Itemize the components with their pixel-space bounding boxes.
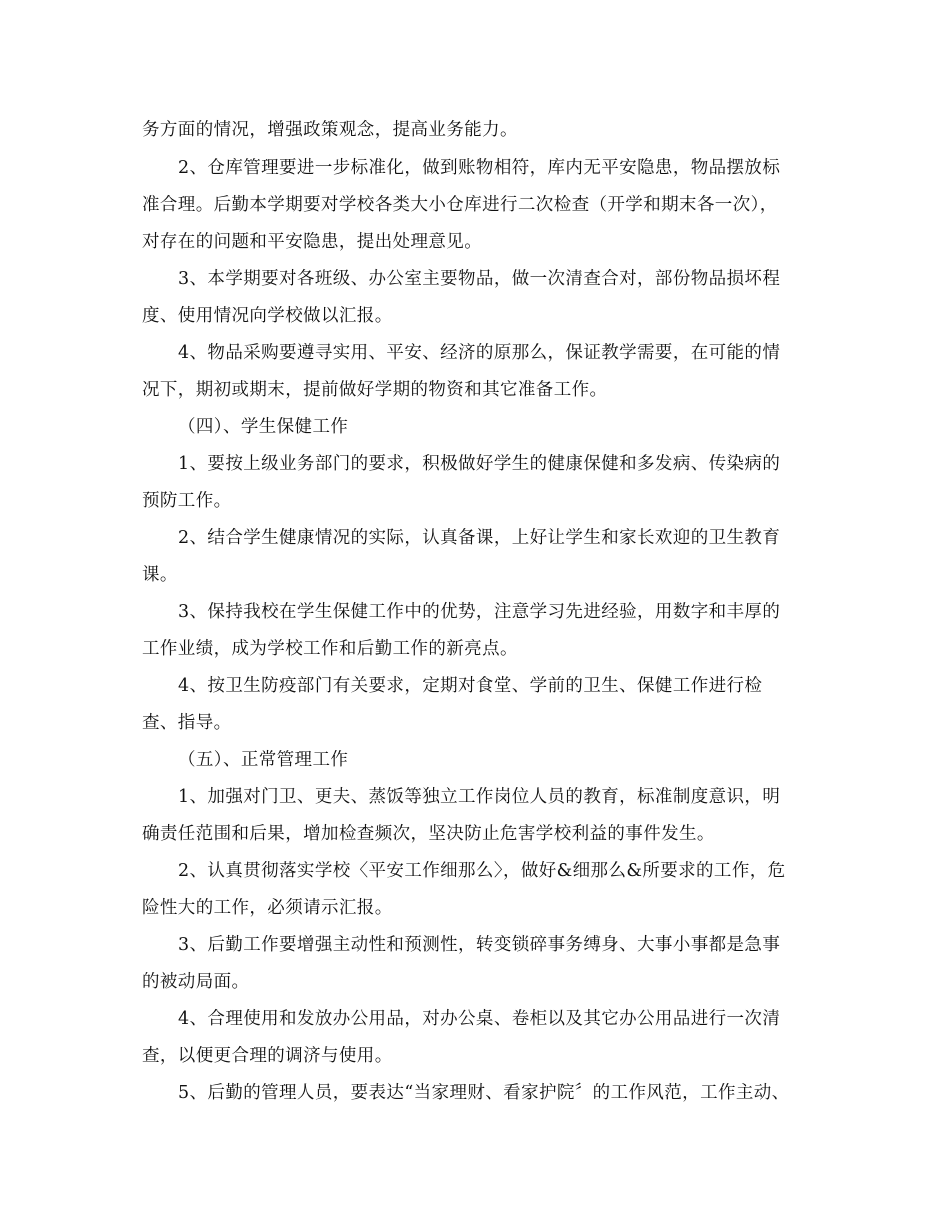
- text-line: 3、保持我校在学生保健工作中的优势，注意学习先进经验，用数字和丰厚的: [178, 602, 781, 622]
- text-line: 4、物品采购要遵寻实用、平安、经济的原那么，保证教学需要，在可能的情: [178, 343, 781, 363]
- text-line: 2、认真贯彻落实学校〈平安工作细那么〉，做好&细那么&所要求的工作，危: [178, 861, 786, 881]
- text-line: 查、指导。: [142, 713, 232, 733]
- text-line: 准合理。后勤本学期要对学校各类大小仓库进行二次检查（开学和期末各一次），: [142, 195, 778, 215]
- text-line: 度、使用情况向学校做以汇报。: [142, 306, 393, 326]
- text-line: 工作业绩，成为学校工作和后勤工作的新亮点。: [142, 639, 518, 659]
- text-line: 4、合理使用和发放办公用品，对办公桌、卷柜以及其它办公用品进行一次清: [178, 1009, 781, 1029]
- text-line: 对存在的问题和平安隐患，提出处理意见。: [142, 232, 483, 252]
- text-line: 查，以便更合理的调济与使用。: [142, 1046, 393, 1066]
- text-line: 3、后勤工作要增强主动性和预测性，转变锁碎事务缚身、大事小事都是急事: [178, 935, 781, 955]
- text-line: 务方面的情况，增强政策观念，提高业务能力。: [142, 120, 518, 140]
- text-line: 3、本学期要对各班级、办公室主要物品，做一次清查合对，部份物品损坏程: [178, 269, 781, 289]
- text-line: 4、按卫生防疫部门有关要求，定期对食堂、学前的卫生、保健工作进行检: [178, 676, 763, 696]
- section-heading: （五）、正常管理工作: [178, 750, 349, 770]
- text-line: 1、加强对门卫、更夫、蒸饭等独立工作岗位人员的教育，标准制度意识，明: [178, 787, 781, 807]
- text-line: 确责任范围和后果，增加检查频次，坚决防止危害学校利益的事件发生。: [142, 824, 715, 844]
- text-line: 预防工作。: [142, 491, 232, 511]
- text-line: 1、要按上级业务部门的要求，积极做好学生的健康保健和多发病、传染病的: [178, 454, 781, 474]
- text-line: 险性大的工作，必须请示汇报。: [142, 898, 393, 918]
- text-line: 况下，期初或期末，提前做好学期的物资和其它准备工作。: [142, 380, 608, 400]
- text-line: 的被动局面。: [142, 972, 250, 992]
- section-heading: （四）、学生保健工作: [178, 417, 349, 437]
- text-line: 课。: [142, 565, 178, 585]
- text-line: 5、后勤的管理人员，要表达“当家理财、看家护院〞的工作风范，工作主动、: [178, 1083, 790, 1103]
- text-line: 2、结合学生健康情况的实际，认真备课，上好让学生和家长欢迎的卫生教育: [178, 528, 781, 548]
- text-line: 2、仓库管理要进一步标准化，做到账物相符，库内无平安隐患，物品摆放标: [178, 158, 781, 178]
